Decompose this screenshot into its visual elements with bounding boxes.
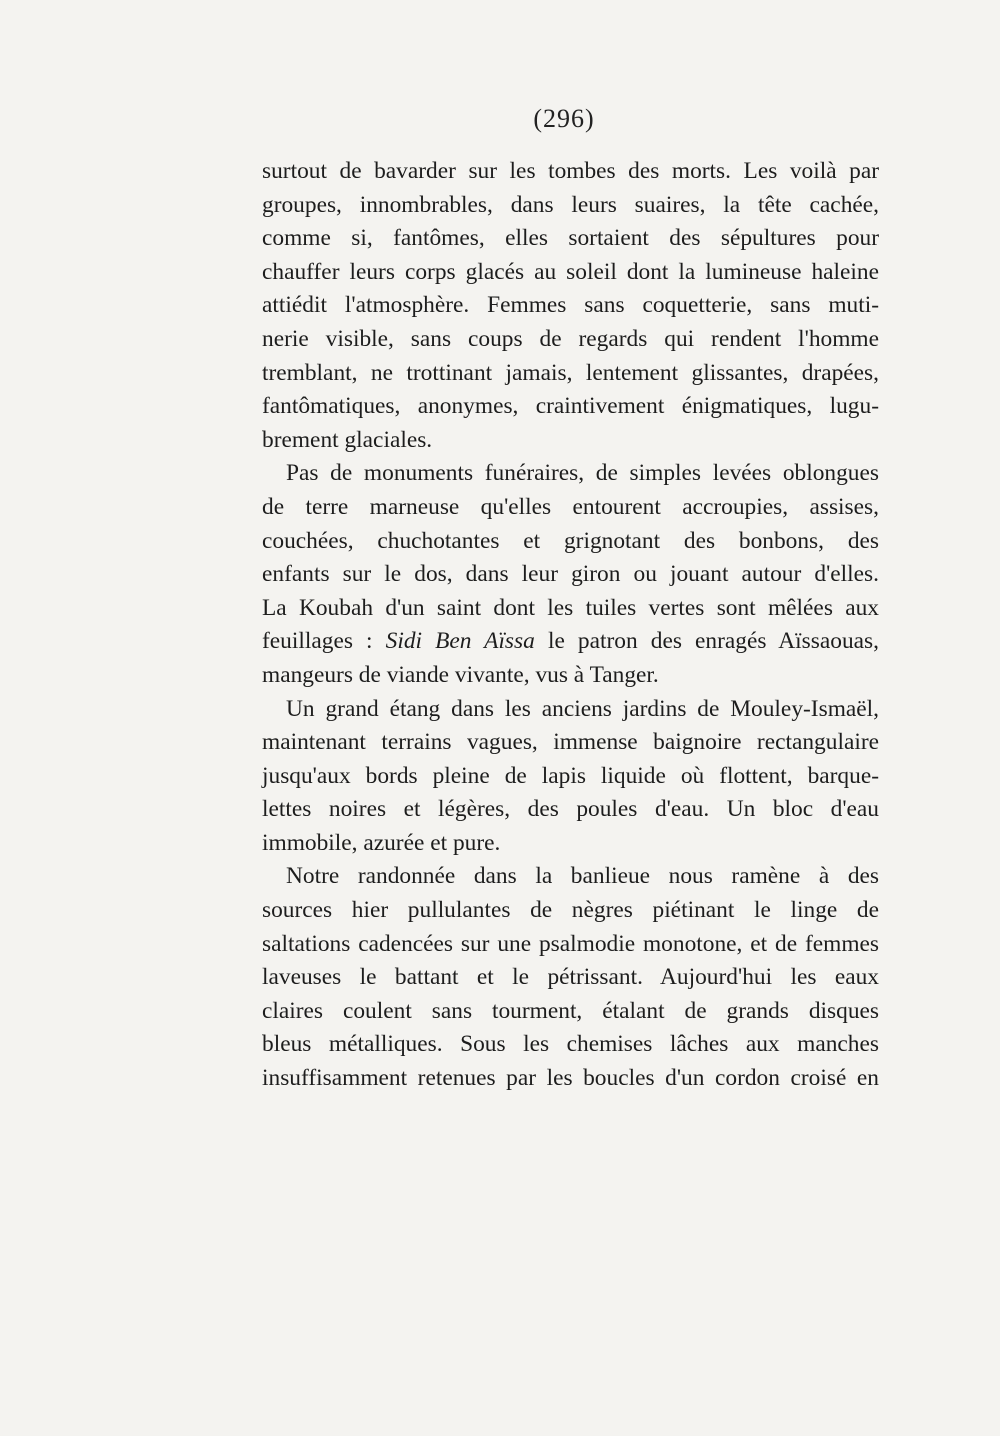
paragraph-3 bbox=[262, 693, 879, 861]
text-segment: le patron des enragés Aïssaouas, bbox=[534, 628, 879, 655]
text-line: jusqu'aux bords pleine de lapis liquide où flottent, barque- bbox=[262, 762, 879, 789]
text-line: surtout de bavarder sur les tombes des morts. Les voilà par bbox=[262, 158, 879, 184]
paragraph-1 bbox=[262, 155, 879, 457]
text-line: fantômatiques, anonymes, craintivement énigmatiques, lugu- bbox=[262, 393, 879, 420]
text-line: enfants sur le dos, dans leur giron ou jouant autour d'elles. bbox=[262, 561, 879, 588]
paragraph-2 bbox=[262, 457, 879, 692]
text-line: laveuses le battant et le pétrissant. Aujourd'hui les eaux bbox=[262, 964, 879, 991]
text-line: groupes, innombrables, dans leurs suaires, la tête cachée, bbox=[262, 191, 879, 218]
text-line: saltations cadencées sur une psalmodie monotone, et de femmes bbox=[262, 930, 879, 957]
text-line: brement glaciales. bbox=[262, 426, 433, 453]
text-line: La Koubah d'un saint dont les tuiles vertes sont mêlées aux bbox=[262, 594, 879, 621]
text-line: chauffer leurs corps glacés au soleil dont la lumineuse haleine bbox=[262, 258, 879, 285]
text-line: lettes noires et légères, des poules d'eau. Un bloc d'eau bbox=[262, 796, 879, 823]
text-line: mangeurs de viande vivante, vus à Tanger. bbox=[262, 661, 659, 688]
body-text bbox=[262, 155, 879, 1096]
paragraph-4 bbox=[262, 860, 879, 1095]
text-line: bleus métalliques. Sous les chemises lâches aux manches bbox=[262, 1031, 879, 1058]
text-line-with-italic bbox=[262, 625, 879, 659]
italic-name: Sidi Ben Aïssa bbox=[385, 628, 535, 655]
text-line: attiédit l'atmosphère. Femmes sans coquetterie, sans muti- bbox=[262, 292, 879, 319]
text-line: insuffisamment retenues par les boucles d'un cordon croisé en bbox=[262, 1065, 879, 1092]
text-line: tremblant, ne trottinant jamais, lentement glissantes, drapées, bbox=[262, 359, 879, 386]
text-line: Pas de monuments funéraires, de simples levées oblongues bbox=[286, 460, 879, 487]
text-line: Un grand étang dans les anciens jardins de Mouley-Ismaël, bbox=[286, 695, 879, 722]
text-line: maintenant terrains vagues, immense baignoire rectangulaire bbox=[262, 729, 879, 756]
text-line: comme si, fantômes, elles sortaient des sépultures pour bbox=[262, 225, 879, 252]
text-line: nerie visible, sans coups de regards qui rendent l'homme bbox=[262, 325, 879, 352]
text-line: Notre randonnée dans la banlieue nous ramène à des bbox=[286, 863, 879, 890]
text-segment: feuillages : bbox=[262, 628, 386, 655]
text-line: couchées, chuchotantes et grignotant des bonbons, des bbox=[262, 527, 879, 554]
page-number: (296) bbox=[533, 104, 595, 133]
text-line: claires coulent sans tourment, étalant de grands disques bbox=[262, 997, 879, 1024]
text-line: sources hier pullulantes de nègres piétinant le linge de bbox=[262, 897, 879, 924]
text-line: de terre marneuse qu'elles entourent accroupies, assises, bbox=[262, 493, 879, 520]
text-line: immobile, azurée et pure. bbox=[262, 829, 501, 856]
